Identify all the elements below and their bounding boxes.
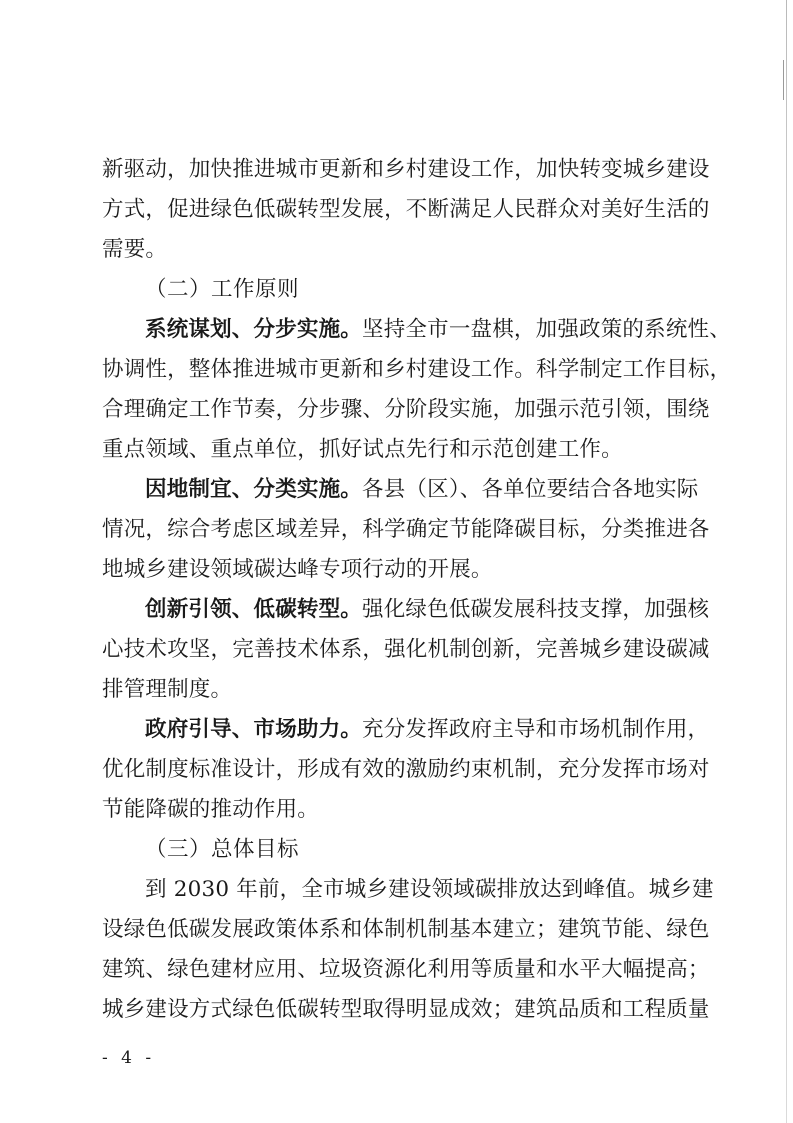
scan-edge-mark [783,60,784,100]
goals-line-2: 设绿色低碳发展政策体系和体制机制基本建立；建筑节能、绿色 [102,917,710,942]
scan-edge-line [786,0,787,1123]
principle-3-text: 强化绿色低碳发展科技支撑，加强核 [362,597,710,622]
principle-1-line-3: 合理确定工作节奏，分步骤、分阶段实施，加强示范引领，围绕 [102,397,710,422]
principle-2-first-line [102,474,699,506]
principle-4-title: 政府引导、市场助力。 [145,717,363,742]
goals-line-3: 建筑、绿色建材应用、垃圾资源化利用等质量和水平大幅提高； [102,957,710,982]
section-heading-principles: （二）工作原则 [145,277,300,302]
principle-3-line-2: 心技术攻坚，完善技术体系，强化机制创新，完善城乡建设碳减 [102,637,710,662]
goals-line-1: 到 2030 年前，全市城乡建设领域碳排放达到峰值。城乡建 [145,877,714,902]
section-heading-goals: （三）总体目标 [145,837,300,862]
principle-3-first-line [102,594,710,626]
principle-2-title: 因地制宜、分类实施。 [145,477,363,502]
principle-1-line-4: 重点领域、重点单位，抓好试点先行和示范创建工作。 [102,437,623,462]
goals-line-4: 城乡建设方式绿色低碳转型取得明显成效；建筑品质和工程质量 [102,997,710,1022]
principle-4-line-3: 节能降碳的推动作用。 [102,797,320,822]
principle-4-first-line [102,714,710,746]
principle-1-text: 坚持全市一盘棋，加强政策的系统性、 [362,317,731,342]
principle-1-line-2: 协调性，整体推进城市更新和乡村建设工作。科学制定工作目标， [102,357,732,382]
intro-line-3: 需要。 [102,237,168,262]
body-text [102,154,732,1026]
principle-3-line-3: 排管理制度。 [102,677,233,702]
page-number: - 4 - [102,1048,156,1068]
principle-2-line-3: 地城乡建设领域碳达峰专项行动的开展。 [102,557,493,582]
intro-line-2: 方式，促进绿色低碳转型发展，不断满足人民群众对美好生活的 [102,197,710,222]
principle-2-line-2: 情况，综合考虑区域差异，科学确定节能降碳目标，分类推进各 [102,517,710,542]
principle-1-first-line [102,314,731,346]
principle-4-line-2: 优化制度标准设计，形成有效的激励约束机制，充分发挥市场对 [102,757,710,782]
principle-2-text: 各县（区）、各单位要结合各地实际 [362,477,699,502]
principle-3-title: 创新引领、低碳转型。 [145,597,363,622]
principle-4-text: 充分发挥政府主导和市场机制作用， [362,717,710,742]
principle-1-title: 系统谋划、分步实施。 [145,317,363,342]
intro-line-1: 新驱动，加快推进城市更新和乡村建设工作，加快转变城乡建设 [102,157,710,182]
